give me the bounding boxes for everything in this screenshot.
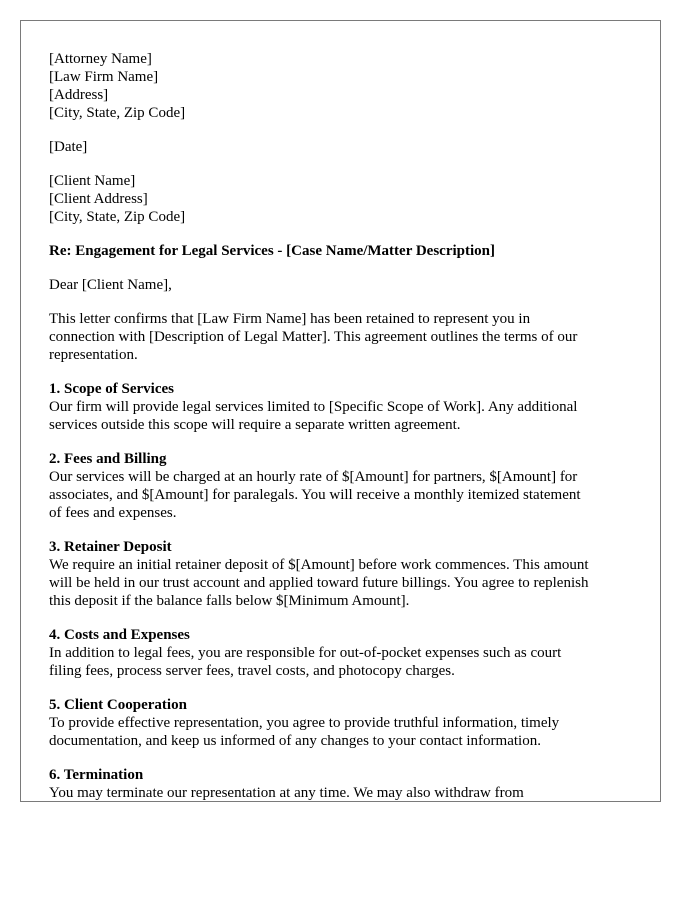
section-line: this deposit if the balance falls below $[Minimum Amount]. (49, 593, 410, 609)
section-title: 3. Retainer Deposit (49, 539, 172, 555)
attorney-name: [Attorney Name] (49, 51, 152, 67)
subject-line: Re: Engagement for Legal Services - [Case Name/Matter Description] (49, 243, 495, 259)
section-line: services outside this scope will require a separate written agreement. (49, 417, 461, 433)
section-scope (49, 380, 639, 434)
section-line: Our firm will provide legal services limited to [Specific Scope of Work]. Any additional (49, 399, 578, 415)
section-line: will be held in our trust account and applied toward future billings. You agree to replenish (49, 575, 589, 591)
section-line: To provide effective representation, you agree to provide truthful information, timely (49, 715, 560, 731)
sender-block (49, 50, 639, 122)
subject-block (49, 242, 639, 260)
section-fees (49, 450, 639, 522)
section-line: associates, and $[Amount] for paralegals. You will receive a monthly itemized statement (49, 487, 581, 503)
letter-date: [Date] (49, 139, 88, 155)
client-name: [Client Name] (49, 173, 136, 189)
intro-paragraph (49, 310, 639, 364)
section-title: 6. Termination (49, 767, 144, 783)
sender-address: [Address] (49, 87, 109, 103)
section-line: You may terminate our representation at any time. We may also withdraw from (49, 785, 524, 801)
client-address: [Client Address] (49, 191, 148, 207)
section-title: 1. Scope of Services (49, 381, 174, 397)
intro-line: This letter confirms that [Law Firm Name] has been retained to represent you in (49, 311, 531, 327)
section-termination (49, 766, 639, 802)
salutation-block (49, 276, 639, 294)
section-line: of fees and expenses. (49, 505, 177, 521)
salutation: Dear [Client Name], (49, 277, 172, 293)
sender-city-state-zip: [City, State, Zip Code] (49, 105, 186, 121)
section-line: filing fees, process server fees, travel costs, and photocopy charges. (49, 663, 455, 679)
intro-line: connection with [Description of Legal Matter]. This agreement outlines the terms of our (49, 329, 578, 345)
section-line: We require an initial retainer deposit of $[Amount] before work commences. This amount (49, 557, 589, 573)
section-line: In addition to legal fees, you are responsible for out-of-pocket expenses such as court (49, 645, 562, 661)
client-city-state-zip: [City, State, Zip Code] (49, 209, 186, 225)
section-line: Our services will be charged at an hourly rate of $[Amount] for partners, $[Amount] for (49, 469, 578, 485)
letter-page (20, 20, 661, 802)
section-costs (49, 626, 639, 680)
section-title: 4. Costs and Expenses (49, 627, 190, 643)
section-line: documentation, and keep us informed of any changes to your contact information. (49, 733, 541, 749)
firm-name: [Law Firm Name] (49, 69, 159, 85)
section-retainer (49, 538, 639, 610)
date-block (49, 138, 639, 156)
section-title: 2. Fees and Billing (49, 451, 167, 467)
intro-line: representation. (49, 347, 138, 363)
section-title: 5. Client Cooperation (49, 697, 187, 713)
letter-content (49, 50, 639, 802)
section-cooperation (49, 696, 639, 750)
recipient-block (49, 172, 639, 226)
